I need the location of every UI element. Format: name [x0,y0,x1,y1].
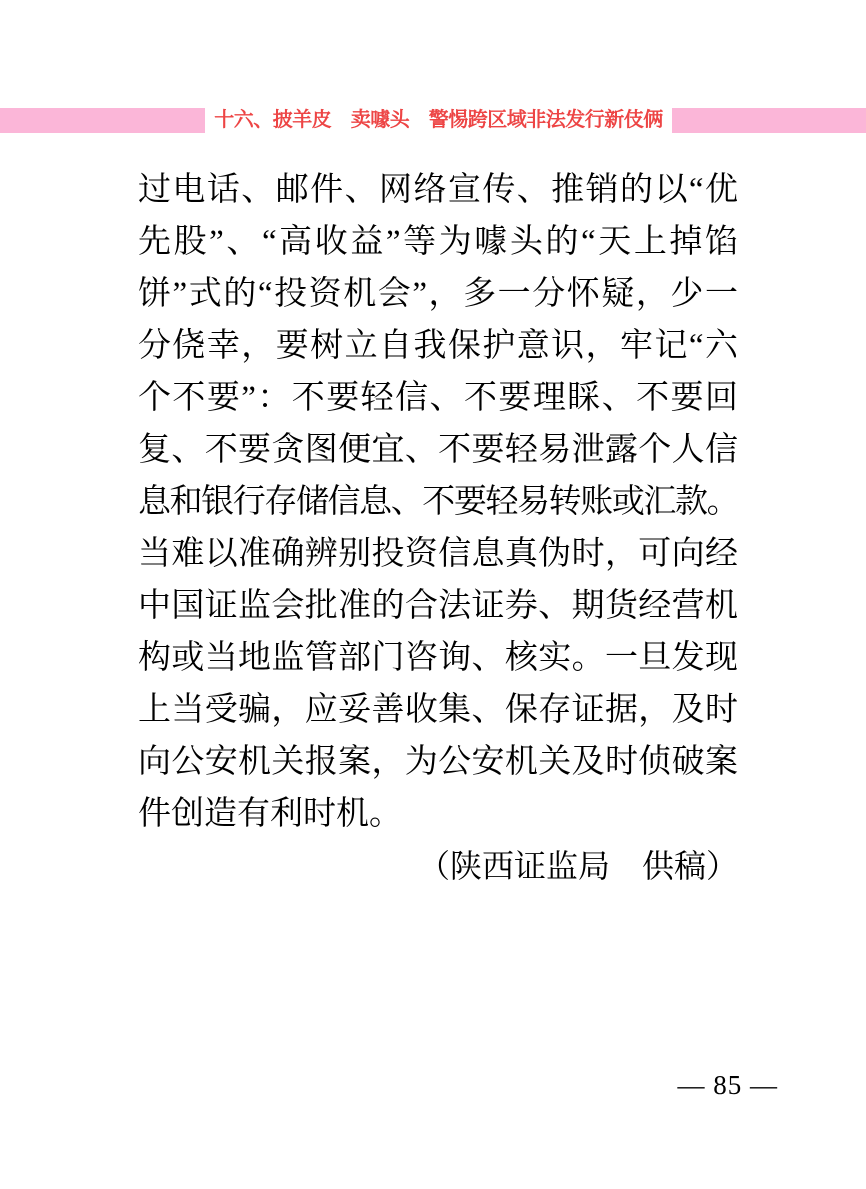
body-line: 过电话、邮件、网络宣传、推销的以“优 [138,172,738,208]
body-line: 件创造有利时机。 [138,796,402,832]
header-right-band [672,108,866,133]
body-line: 先股”、“高收益”等为噱头的“天上掉馅 [138,224,738,260]
body-line: 当难以准确辨别投资信息真伪时，可向经 [138,536,738,572]
running-head [0,108,866,133]
header-left-band [0,108,205,133]
body-line: 向公安机关报案，为公安机关及时侦破案 [138,744,738,780]
body-line: 上当受骗，应妥善收集、保存证据，及时 [138,692,738,728]
body-line: 构或当地监管部门咨询、核实。一旦发现 [138,640,738,676]
body-line: 分侥幸，要树立自我保护意识，牢记“六 [138,328,738,364]
body-line: 中国证监会批准的合法证券、期货经营机 [138,588,738,624]
chapter-title: 十六、披羊皮 卖噱头 警惕跨区域非法发行新伎俩 [214,109,663,131]
body-line: 饼”式的“投资机会”，多一分怀疑，少一 [138,276,738,312]
body-line: 息和银行存储信息、不要轻易转账或汇款。 [138,484,738,520]
body-paragraph [138,164,738,892]
body-line: 复、不要贪图便宜、不要轻易泄露个人信 [138,432,738,468]
page-number: — 85 — [677,1070,778,1100]
attribution: （陕西证监局 供稿） [417,848,738,884]
body-line: 个不要”：不要轻信、不要理睬、不要回 [138,380,738,416]
